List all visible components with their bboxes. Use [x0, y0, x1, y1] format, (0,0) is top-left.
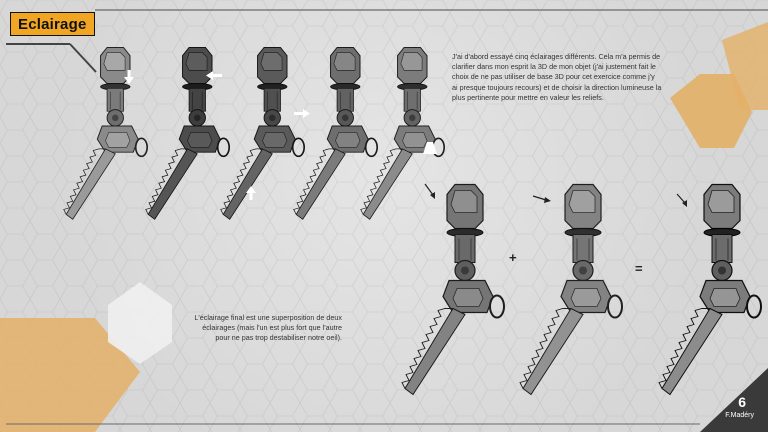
- plus-sign: +: [509, 250, 517, 265]
- arrow-down-icon: [124, 70, 134, 84]
- title-bar: [10, 12, 95, 36]
- page-title: Eclairage: [18, 15, 87, 33]
- arrow-diagonal-icon: [424, 183, 436, 199]
- page-number: 6: [738, 394, 746, 410]
- equals-sign: =: [635, 261, 643, 276]
- arm-variant-1: [58, 45, 148, 225]
- arrow-diagonal-icon: [533, 194, 551, 204]
- arrow-diagonal-icon: [676, 193, 688, 207]
- arm-component-a: [395, 184, 505, 399]
- author-credit: F.Madéry: [725, 412, 754, 419]
- arm-component-b: [513, 184, 623, 399]
- arrow-left-icon: [206, 71, 222, 80]
- final-paragraph: L'éclairage final est une superposition de deux éclairages (mais l'un est plus fort que l'autre pour ne pas trop destabiliser notre oeil).: [194, 313, 342, 343]
- arrow-up-icon: [246, 186, 256, 200]
- intro-paragraph: J'ai d'abord essayé cinq éclairages différents. Cela m'a permis de clarifier dans mon esprit la 3D de mon objet (j'ai justement fait le choix de ne pas utiliser de base 3D pour cet exercice comme j'y ai presque toujours recours) et de choisir la direction lumineuse la plus pertinente pour mettre en valeur les reliefs.: [452, 52, 662, 102]
- arrow-front-icon: [423, 142, 437, 154]
- arrow-right-icon: [294, 109, 310, 118]
- arm-final-result: [652, 184, 762, 399]
